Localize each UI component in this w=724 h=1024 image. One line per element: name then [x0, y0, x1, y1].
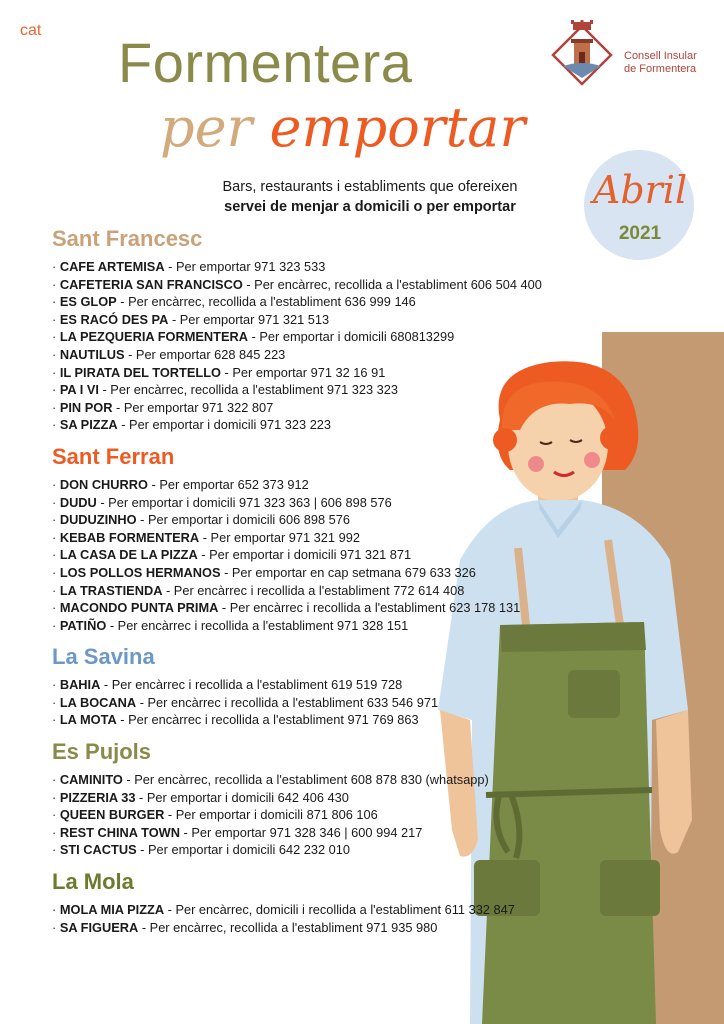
logo-text-line-2: de Formentera	[624, 63, 697, 75]
subtitle-line-2: servei de menjar a domicili o per emportar	[224, 199, 516, 215]
list-item	[52, 529, 622, 547]
item-name: REST CHINA TOWN	[59, 824, 180, 840]
list-item	[52, 328, 622, 346]
bullet: ·	[52, 919, 60, 935]
bullet: ·	[52, 564, 60, 580]
bullet: ·	[52, 329, 60, 345]
item-name: BAHIA	[59, 677, 101, 693]
item-detail: - Per emportar 628 845 223	[124, 346, 286, 362]
bullet: ·	[52, 346, 60, 362]
list-item	[52, 399, 622, 417]
bullet: ·	[52, 824, 60, 840]
restaurant-listings	[52, 222, 622, 942]
item-detail: - Per encàrrec i recollida a l'establiment 619 519 728	[100, 677, 403, 693]
bullet: ·	[52, 617, 60, 633]
item-detail: - Per encàrrec i recollida a l'establiment 623 178 131	[218, 600, 521, 616]
bullet: ·	[52, 512, 60, 528]
logo-text-line-1: Consell Insular	[624, 50, 697, 62]
item-name: SA FIGUERA	[59, 919, 139, 935]
item-name: CAFE ARTEMISA	[59, 259, 165, 274]
list-item	[52, 564, 622, 582]
bullet: ·	[52, 276, 60, 292]
item-name: PA I VI	[59, 382, 99, 398]
list-item	[52, 511, 622, 529]
list-item	[52, 919, 622, 937]
item-detail: - Per encàrrec, domicili i recollida a l'establiment 611 332 847	[164, 902, 515, 918]
item-detail: - Per encàrrec i recollida a l'establiment 772 614 408	[162, 582, 465, 598]
item-detail: - Per emportar i domicili 871 806 106	[164, 807, 378, 823]
list-item	[52, 364, 622, 382]
item-detail: - Per emportar 971 321 992	[199, 529, 360, 545]
item-detail: - Per encàrrec, recollida a l'establiment 606 504 400	[242, 276, 542, 292]
bullet: ·	[52, 772, 60, 788]
bullet: ·	[52, 494, 60, 510]
list-item	[52, 346, 622, 364]
list-item	[52, 311, 622, 329]
item-name: NAUTILUS	[59, 346, 125, 362]
bullet: ·	[52, 547, 60, 563]
item-detail: - Per encàrrec i recollida a l'establiment 971 769 863	[116, 712, 419, 728]
item-detail: - Per encàrrec i recollida a l'establiment 633 546 971	[136, 694, 439, 710]
title-script-word-per: per	[160, 96, 253, 159]
item-name: PATIÑO	[59, 617, 107, 633]
bullet: ·	[52, 476, 60, 492]
bullet: ·	[52, 789, 60, 805]
list-item	[52, 694, 622, 712]
bullet: ·	[52, 311, 60, 327]
item-detail: - Per emportar en cap setmana 679 633 326	[220, 564, 476, 580]
bullet: ·	[52, 294, 60, 310]
year-label: 2021	[618, 223, 662, 244]
title-script-word-emportar: emportar	[269, 96, 526, 159]
item-name: MOLA MIA PIZZA	[59, 902, 165, 918]
item-name: LA PEZQUERIA FORMENTERA	[59, 329, 248, 345]
list-item	[52, 582, 622, 600]
bullet: ·	[52, 382, 60, 398]
item-name: PIZZERIA 33	[59, 789, 136, 805]
bullet: ·	[52, 399, 60, 415]
bullet: ·	[52, 677, 60, 693]
item-name: LA MOTA	[59, 712, 117, 728]
subtitle	[120, 177, 620, 217]
section-heading-la-savina: La Savina	[52, 644, 155, 670]
item-name: LA BOCANA	[59, 694, 137, 710]
list-sant-ferran	[52, 476, 622, 634]
bullet: ·	[52, 529, 60, 545]
item-name: LOS POLLOS HERMANOS	[59, 564, 221, 580]
list-item	[52, 901, 622, 919]
list-item	[52, 416, 622, 434]
list-la-mola	[52, 901, 622, 936]
section-heading-sant-francesc: Sant Francesc	[52, 226, 203, 251]
bullet: ·	[52, 582, 60, 598]
item-detail: - Per encàrrec, recollida a l'establiment 636 999 146	[116, 294, 416, 310]
item-detail: - Per emportar 971 328 346 | 600 994 217	[179, 824, 423, 840]
bullet: ·	[52, 694, 60, 710]
list-item	[52, 381, 622, 399]
section-heading-sant-ferran: Sant Ferran	[52, 443, 175, 469]
item-detail: - Per emportar i domicili 971 321 871	[197, 547, 412, 563]
item-name: CAMINITO	[59, 772, 123, 788]
language-label[interactable]: cat	[20, 22, 42, 39]
item-name: MACONDO PUNTA PRIMA	[59, 600, 219, 616]
list-item	[52, 476, 622, 494]
item-name: DUDU	[59, 494, 97, 510]
list-sant-francesc	[52, 258, 622, 434]
item-detail: - Per emportar i domicili 642 406 430	[135, 789, 349, 805]
list-item	[52, 771, 622, 789]
item-detail: - Per encàrrec i recollida a l'establiment 971 328 151	[106, 617, 409, 633]
list-item	[52, 293, 622, 311]
list-item	[52, 676, 622, 694]
item-name: LA CASA DE LA PIZZA	[59, 547, 198, 563]
item-name: PIN POR	[59, 399, 113, 415]
list-item	[52, 599, 622, 617]
item-detail: - Per encàrrec, recollida a l'establiment 971 935 980	[138, 919, 438, 935]
list-item	[52, 789, 622, 807]
item-detail: - Per emportar i domicili 971 323 363 | 606 898 576	[96, 494, 392, 510]
item-name: STI CACTUS	[59, 842, 137, 858]
item-name: IL PIRATA DEL TORTELLO	[59, 364, 221, 380]
list-item	[52, 258, 622, 276]
item-name: ES RACÓ DES PA	[59, 311, 169, 327]
bullet: ·	[52, 712, 60, 728]
item-detail: - Per emportar i domicili 606 898 576	[136, 512, 350, 528]
list-item	[52, 276, 622, 294]
item-name: DUDUZINHO	[59, 512, 137, 528]
list-item	[52, 617, 622, 635]
bullet: ·	[52, 807, 60, 823]
section-heading-es-pujols: Es Pujols	[52, 739, 152, 765]
item-name: SA PIZZA	[59, 417, 118, 433]
subtitle-line-1: Bars, restaurants i establiments que ofereixen	[222, 179, 518, 195]
month-label: Abril	[592, 168, 688, 212]
item-detail: - Per emportar 971 321 513	[168, 311, 330, 327]
list-item	[52, 806, 622, 824]
item-name: ES GLOP	[59, 294, 117, 310]
item-detail: - Per emportar 652 373 912	[147, 476, 309, 492]
item-detail: - Per emportar i domicili 971 323 223	[117, 417, 332, 433]
bullet: ·	[52, 842, 60, 858]
item-detail: - Per emportar i domicili 680813299	[248, 329, 455, 345]
item-name: DON CHURRO	[59, 476, 148, 492]
bullet: ·	[52, 902, 60, 918]
title-script	[160, 96, 525, 159]
bullet: ·	[52, 600, 60, 616]
item-name: LA TRASTIENDA	[59, 582, 163, 598]
consell-insular-logo-icon	[549, 20, 615, 86]
list-item	[52, 494, 622, 512]
item-detail: - Per emportar i domicili 642 232 010	[136, 842, 351, 858]
bullet: ·	[52, 417, 60, 433]
list-item	[52, 824, 622, 842]
item-detail: - Per emportar 971 323 533	[164, 259, 326, 274]
item-detail: - Per encàrrec, recollida a l'establiment 608 878 830 (whatsapp)	[122, 772, 489, 788]
bullet: ·	[52, 364, 60, 380]
section-heading-la-mola: La Mola	[52, 869, 134, 895]
item-name: QUEEN BURGER	[59, 807, 165, 823]
item-detail: - Per encàrrec, recollida a l'establiment 971 323 323	[98, 382, 399, 398]
item-name: CAFETERIA SAN FRANCISCO	[59, 276, 243, 292]
item-detail: - Per emportar 971 322 807	[112, 399, 274, 415]
bullet: ·	[52, 259, 60, 274]
list-la-savina	[52, 676, 622, 729]
list-item	[52, 711, 622, 729]
list-item	[52, 546, 622, 564]
page-title: Formentera	[118, 31, 413, 94]
list-item	[52, 841, 622, 859]
list-es-pujols	[52, 771, 622, 859]
item-detail: - Per emportar 971 32 16 91	[220, 364, 386, 380]
logo-text	[624, 50, 697, 76]
item-name: KEBAB FORMENTERA	[59, 529, 200, 545]
